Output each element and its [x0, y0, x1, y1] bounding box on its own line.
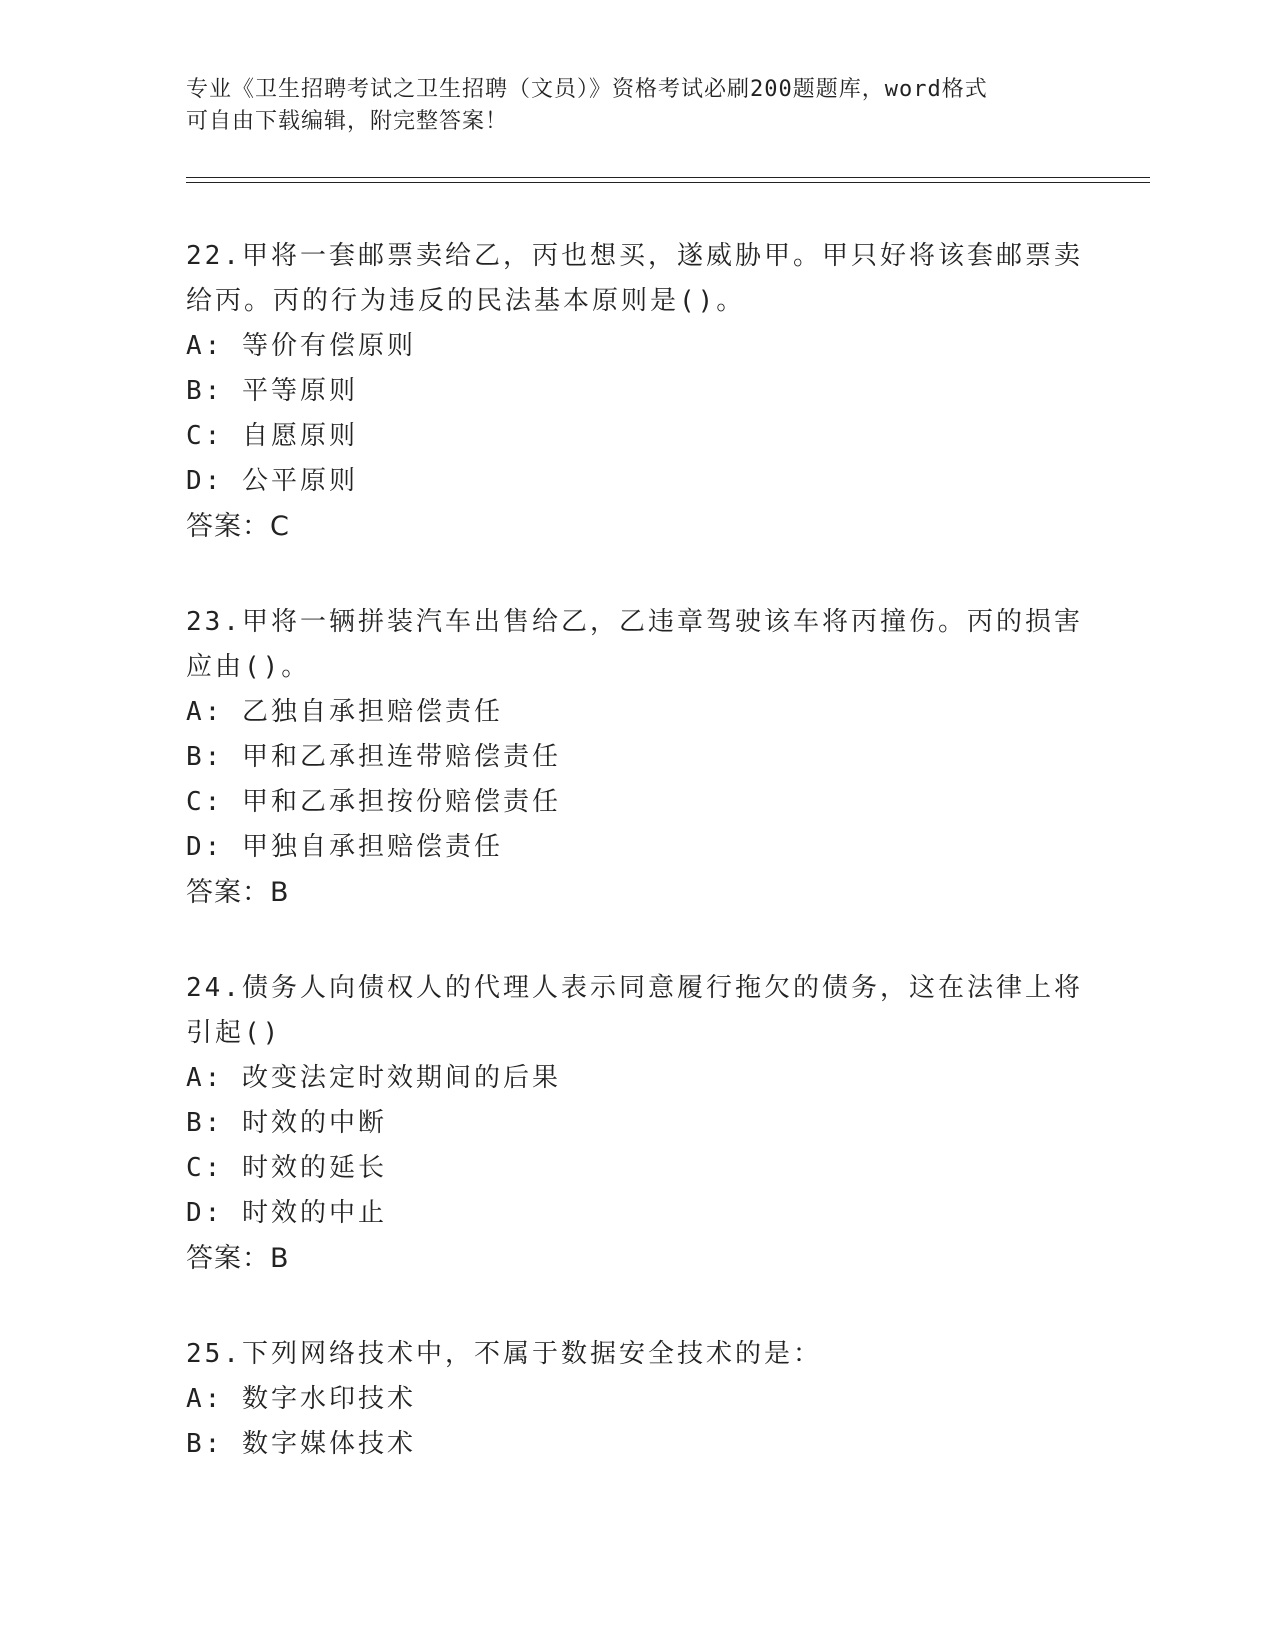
header-divider-bottom: [186, 182, 1150, 183]
option-c: C: 时效的延长: [186, 1153, 387, 1183]
option-d: D: 甲独自承担赔偿责任: [186, 832, 503, 862]
header-line-1: 专业《卫生招聘考试之卫生招聘（文员）》资格考试必刷200题题库，word格式: [186, 77, 988, 102]
option-b: B: 时效的中断: [186, 1108, 387, 1138]
question-stem-line-1: 25.下列网络技术中，不属于数据安全技术的是：: [186, 1339, 822, 1369]
option-d: D: 时效的中止: [186, 1198, 387, 1228]
option-b: B: 甲和乙承担连带赔偿责任: [186, 742, 561, 772]
option-a: A: 等价有偿原则: [186, 331, 416, 361]
option-a: A: 乙独自承担赔偿责任: [186, 697, 503, 727]
question-stem-line-2: 应由()。: [186, 652, 311, 682]
document-header: [186, 74, 1086, 138]
option-b: B: 平等原则: [186, 376, 358, 406]
question-24: [186, 966, 1086, 1281]
answer: 答案：C: [186, 511, 290, 542]
option-d: D: 公平原则: [186, 466, 358, 496]
question-stem-line-1: 23.甲将一辆拼装汽车出售给乙，乙违章驾驶该车将丙撞伤。丙的损害: [186, 607, 1083, 637]
option-c: C: 自愿原则: [186, 421, 358, 451]
answer: 答案：B: [186, 877, 290, 908]
option-b: B: 数字媒体技术: [186, 1429, 416, 1459]
option-a: A: 数字水印技术: [186, 1384, 416, 1414]
question-stem-line-2: 引起(): [186, 1018, 282, 1048]
header-line-2: 可自由下载编辑，附完整答案！: [186, 109, 509, 134]
question-stem-line-2: 给丙。丙的行为违反的民法基本原则是()。: [186, 286, 746, 316]
question-stem-line-1: 22.甲将一套邮票卖给乙，丙也想买，遂威胁甲。甲只好将该套邮票卖: [186, 241, 1083, 271]
option-a: A: 改变法定时效期间的后果: [186, 1063, 561, 1093]
option-c: C: 甲和乙承担按份赔偿责任: [186, 787, 561, 817]
question-22: [186, 234, 1086, 549]
question-25: [186, 1332, 1086, 1467]
answer: 答案：B: [186, 1243, 290, 1274]
question-stem-line-1: 24.债务人向债权人的代理人表示同意履行拖欠的债务，这在法律上将: [186, 973, 1083, 1003]
question-23: [186, 600, 1086, 915]
header-divider-top: [186, 177, 1150, 178]
